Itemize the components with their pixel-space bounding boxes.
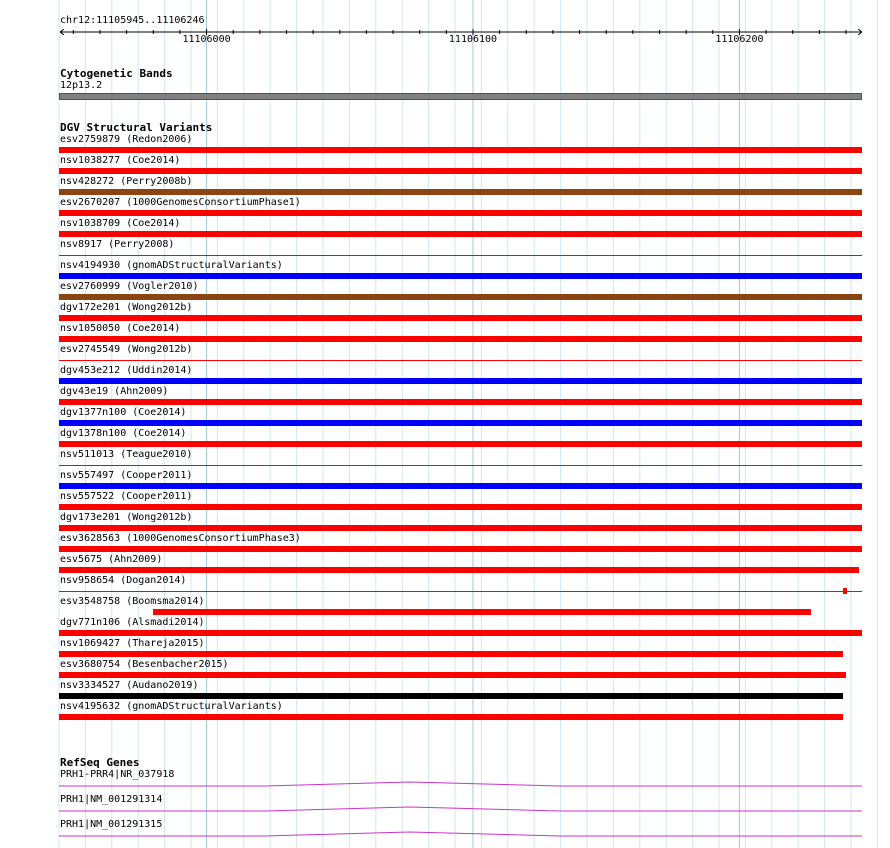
dgv-feature-bar[interactable] (59, 399, 862, 405)
dgv-feature-label: nsv511013 (Teague2010) (60, 449, 193, 460)
dgv-feature-bar[interactable] (59, 441, 862, 447)
dgv-feature-label: nsv3334527 (Audano2019) (60, 680, 199, 691)
dgv-feature-label: esv2745549 (Wong2012b) (60, 344, 193, 355)
dgv-feature-label: esv2760999 (Vogler2010) (60, 281, 199, 292)
refseq-gene-model[interactable] (0, 779, 890, 791)
dgv-feature-bar[interactable] (59, 315, 862, 321)
ruler-tick-label: 11106100 (448, 34, 498, 45)
dgv-feature-label: nsv4194930 (gnomADStructuralVariants) (60, 260, 283, 271)
dgv-feature-bar[interactable] (59, 630, 862, 636)
ruler-tick-label: 11106200 (715, 34, 764, 45)
dgv-feature-bar[interactable] (59, 525, 862, 531)
dgv-feature-label: dgv453e212 (Uddin2014) (60, 365, 193, 376)
dgv-feature-bar[interactable] (59, 546, 862, 552)
dgv-feature-label: nsv1038709 (Coe2014) (60, 218, 181, 229)
dgv-feature-label: esv2670207 (1000GenomesConsortiumPhase1) (60, 197, 301, 208)
dgv-feature-line[interactable] (59, 255, 862, 256)
dgv-feature-bar[interactable] (59, 231, 862, 237)
dgv-feature-label: esv3680754 (Besenbacher2015) (60, 659, 229, 670)
dgv-feature-bar[interactable] (843, 588, 847, 594)
track-title-dgv: DGV Structural Variants (60, 121, 213, 134)
dgv-feature-bar[interactable] (59, 336, 862, 342)
intron-line (59, 807, 862, 811)
refseq-gene-model[interactable] (0, 804, 890, 816)
dgv-feature-bar[interactable] (59, 504, 862, 510)
dgv-feature-label: dgv172e201 (Wong2012b) (60, 302, 193, 313)
dgv-feature-label: dgv1378n100 (Coe2014) (60, 428, 187, 439)
dgv-feature-label: dgv43e19 (Ahn2009) (60, 386, 169, 397)
dgv-feature-label: dgv1377n100 (Coe2014) (60, 407, 187, 418)
cytoband-label: 12p13.2 (60, 80, 103, 91)
track-title-cytogenetic-bands: Cytogenetic Bands (60, 67, 173, 80)
dgv-feature-label: nsv557522 (Cooper2011) (60, 491, 193, 502)
dgv-feature-label: esv2759879 (Redon2006) (60, 134, 193, 145)
dgv-feature-label: esv3628563 (1000GenomesConsortiumPhase3) (60, 533, 301, 544)
refseq-gene-label: PRH1|NM_001291315 (60, 819, 163, 830)
dgv-feature-bar[interactable] (59, 210, 862, 216)
dgv-feature-label: nsv4195632 (gnomADStructuralVariants) (60, 701, 283, 712)
dgv-feature-bar[interactable] (59, 483, 862, 489)
dgv-feature-bar[interactable] (59, 714, 843, 720)
location-label: chr12:11105945..11106246 (60, 15, 205, 26)
dgv-feature-bar[interactable] (59, 420, 862, 426)
dgv-feature-label: esv3548758 (Boomsma2014) (60, 596, 205, 607)
dgv-feature-line[interactable] (59, 360, 862, 361)
dgv-feature-bar[interactable] (59, 147, 862, 153)
dgv-feature-line[interactable] (59, 591, 862, 592)
refseq-gene-label: PRH1|NM_001291314 (60, 794, 163, 805)
dgv-feature-bar[interactable] (59, 273, 862, 279)
dgv-feature-label: nsv8917 (Perry2008) (60, 239, 175, 250)
dgv-feature-label: nsv958654 (Dogan2014) (60, 575, 187, 586)
dgv-feature-bar[interactable] (59, 168, 862, 174)
dgv-feature-bar[interactable] (59, 672, 846, 678)
dgv-feature-label: esv5675 (Ahn2009) (60, 554, 163, 565)
dgv-feature-label: nsv557497 (Cooper2011) (60, 470, 193, 481)
intron-line (59, 782, 862, 786)
dgv-feature-line[interactable] (59, 465, 862, 466)
dgv-feature-label: dgv173e201 (Wong2012b) (60, 512, 193, 523)
dgv-feature-bar[interactable] (59, 651, 843, 657)
dgv-feature-bar[interactable] (59, 189, 862, 195)
cytoband-bar[interactable] (59, 93, 862, 100)
dgv-feature-bar[interactable] (59, 378, 862, 384)
dgv-feature-label: dgv771n106 (Alsmadi2014) (60, 617, 205, 628)
dgv-feature-label: nsv428272 (Perry2008b) (60, 176, 193, 187)
dgv-feature-label: nsv1050050 (Coe2014) (60, 323, 181, 334)
dgv-feature-bar[interactable] (59, 294, 862, 300)
dgv-feature-bar[interactable] (153, 609, 811, 615)
dgv-feature-bar[interactable] (59, 693, 843, 699)
refseq-gene-label: PRH1-PRR4|NR_037918 (60, 769, 175, 780)
ruler-tick-label: 11106000 (182, 34, 231, 45)
track-title-refseq-genes: RefSeq Genes (60, 756, 140, 769)
refseq-gene-model[interactable] (0, 829, 890, 841)
intron-line (59, 832, 862, 836)
dgv-feature-label: nsv1069427 (Thareja2015) (60, 638, 205, 649)
dgv-feature-label: nsv1038277 (Coe2014) (60, 155, 181, 166)
dgv-feature-bar[interactable] (59, 567, 859, 573)
